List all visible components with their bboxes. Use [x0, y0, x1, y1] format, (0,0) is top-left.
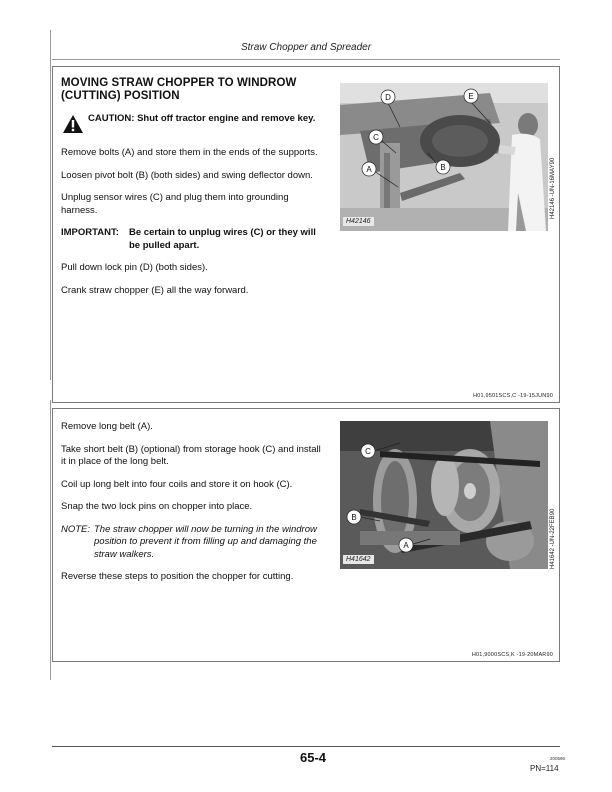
- caution-text: CAUTION: Shut off tractor engine and remove key.: [88, 113, 316, 124]
- step-coil-belt: Coil up long belt into four coils and store it on hook (C).: [61, 478, 293, 490]
- callout-c: C: [373, 133, 379, 142]
- step-pull-lock-pin: Pull down lock pin (D) (both sides).: [61, 262, 208, 273]
- step-snap-lock-pins: Snap the two lock pins on chopper into place.: [61, 501, 253, 512]
- callouts-photo1: [340, 83, 548, 231]
- section2-file-code: H01,9000SCS,K -19-20MAR90: [471, 652, 553, 658]
- section2-text: [61, 413, 323, 594]
- section1-file-code: H01,9501SCS,C -19-15JUN90: [473, 393, 553, 399]
- important-lead: IMPORTANT:: [61, 227, 119, 238]
- callout-d: D: [385, 93, 391, 102]
- step-install-short-belt: Take short belt (B) (optional) from storage hook (C) and install it in place of the long belt.: [61, 443, 321, 467]
- step-remove-long-belt: Remove long belt (A).: [61, 421, 153, 432]
- margin-rule-bottom: [50, 400, 51, 680]
- note-lead: NOTE:: [61, 523, 91, 535]
- callout-b: B: [440, 163, 446, 172]
- section-move-chopper: [52, 66, 560, 403]
- caution-block: [61, 113, 323, 137]
- footer-small-code: 200596: [550, 756, 566, 761]
- photo1-label: H42146: [343, 217, 374, 226]
- step-loosen-pivot: Loosen pivot bolt (B) (both sides) and swing deflector down.: [61, 169, 313, 181]
- margin-rule-top: [50, 30, 51, 380]
- step-reverse: Reverse these steps to position the chopper for cutting.: [61, 571, 294, 582]
- callout2-a: A: [403, 541, 409, 550]
- callout2-c: C: [365, 447, 371, 456]
- running-head: Straw Chopper and Spreader: [240, 42, 372, 53]
- callout-e: E: [468, 92, 474, 101]
- photo2-label: H41642: [343, 555, 374, 564]
- footer-pn: PN=114: [530, 764, 559, 773]
- header-rule: [52, 59, 560, 60]
- callout-a: A: [366, 165, 372, 174]
- photo2-code: H41642 -UN-22FEB90: [550, 508, 556, 569]
- warning-triangle-icon: [62, 114, 84, 134]
- callout2-b: B: [351, 513, 357, 522]
- page-number: 65-4: [300, 750, 327, 765]
- important-block: [61, 227, 323, 252]
- important-text: Be certain to unplug wires (C) or they will be pulled apart.: [129, 227, 316, 251]
- note-block: [61, 524, 323, 562]
- section1-text: [61, 67, 323, 307]
- step-unplug-wires: Unplug sensor wires (C) and plug them into grounding harness.: [61, 192, 289, 216]
- photo1-code: H42146 -UN-16MAY90: [550, 157, 556, 219]
- section1-title: MOVING STRAW CHOPPER TO WINDROW (CUTTING) POSITION: [61, 77, 297, 102]
- callouts-photo2: [340, 421, 548, 569]
- section-belt-change: [52, 408, 560, 662]
- footer-rule: [52, 746, 560, 747]
- step-crank-chopper: Crank straw chopper (E) all the way forward.: [61, 284, 249, 296]
- note-text: The straw chopper will now be turning in the windrow position to prevent it from filling up and damaging the straw walkers.: [94, 523, 317, 560]
- step-remove-bolts: Remove bolts (A) and store them in the ends of the supports.: [61, 147, 318, 158]
